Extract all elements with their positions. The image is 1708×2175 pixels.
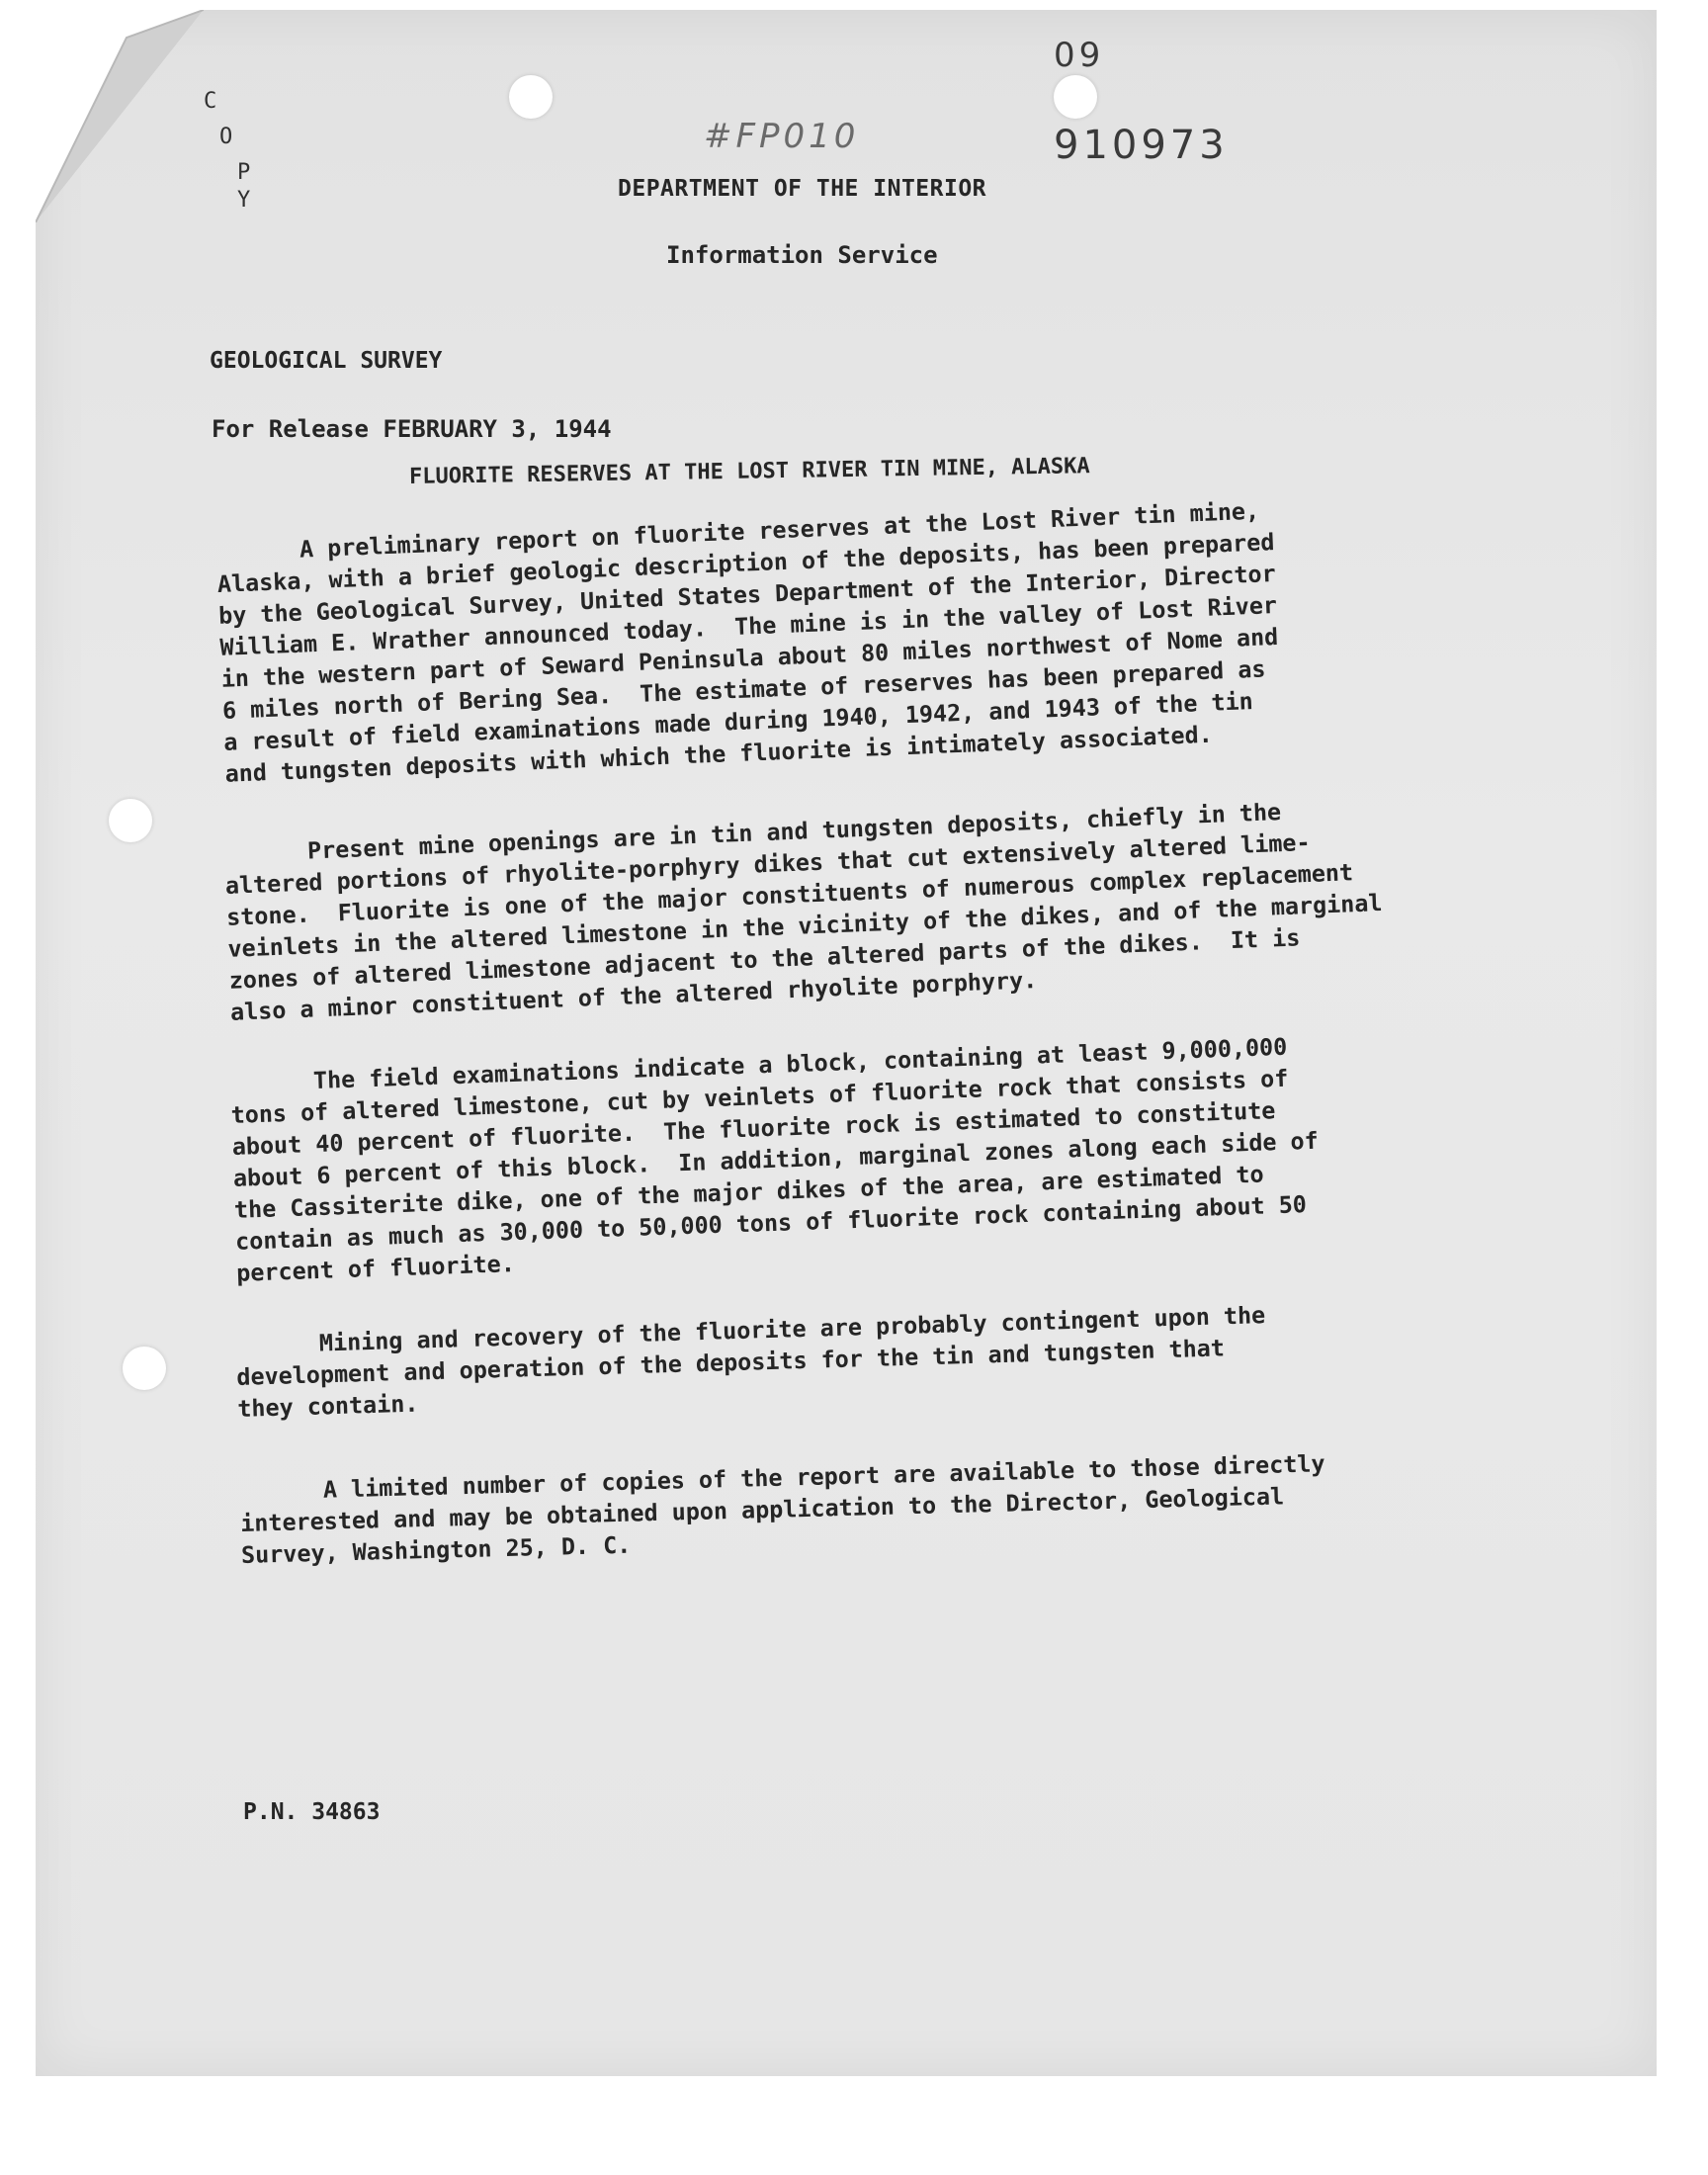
folded-corner: [36, 10, 204, 222]
punch-hole: [109, 799, 152, 842]
press-notice-number: P.N. 34863: [243, 1799, 381, 1825]
punch-hole: [1054, 75, 1097, 119]
paper-sheet: [36, 10, 1657, 2076]
punch-hole: [509, 75, 553, 119]
copy-stamp-letter: C: [204, 89, 217, 114]
body-paragraph: Present mine openings are in tin and tungsten deposits, chiefly in the altered portions of rhyolite-porphyry dikes that cut extensively altered lime- stone. Fluorite is one of the major constituents of numerous complex replacement veinlets in the altered limestone in the vicinity of the dikes, and of the marginal zones of altered limestone adjacent to the altered parts of the dikes. It is also a minor constituent of the altered rhyolite porphyry.: [223, 798, 1383, 1026]
department-heading: DEPARTMENT OF THE INTERIOR: [618, 176, 987, 202]
copy-stamp-letter: O: [219, 125, 233, 149]
copy-stamp-letter: P: [237, 160, 251, 185]
handwritten-code: #FP010: [704, 117, 860, 156]
punch-hole: [123, 1347, 166, 1390]
release-date: For Release FEBRUARY 3, 1944: [212, 415, 612, 443]
copy-stamp-letter: Y: [237, 188, 251, 213]
body-paragraph: The field examinations indicate a block, containing at least 9,000,000 tons of altered limestone, cut by veinlets of fluorite rock that consists of about 40 percent of fluorite. The fluorite rock is estimated to constitute about 6 percent of this block. In addition, marginal zones along each side of the Cassiterite dike, one of the major dikes of the area, are estimated to contain as much as 30,000 to 50,000 tons of fluorite rock containing about 50 percent of fluorite.: [229, 1032, 1320, 1287]
document-title: FLUORITE RESERVES AT THE LOST RIVER TIN MINE, ALASKA: [408, 454, 1090, 489]
body-paragraph: A preliminary report on fluorite reserves at the Lost River tin mine, Alaska, with a brief geologic description of the deposits, has been prepared by the Geological Survey, United States Department of the Interior, Director William E. Wrather announced today. The mine is in the valley of Lost River in the western part of Seward Peninsula about 80 miles northwest of Nome and 6 miles north of Bering Sea. The estimate of reserves has been prepared as a result of field examinations made during 1940, 1942, and 1943 of the tin and tungsten deposits with which the fluorite is intimately associated.: [215, 496, 1279, 788]
body-paragraph: A limited number of copies of the report are available to those directly interested and may be obtained upon application to the Director, Geological Survey, Washington 25, D. C.: [239, 1449, 1325, 1569]
handwritten-annotation-top: 09: [1054, 36, 1105, 75]
handwritten-document-number: 910973: [1054, 123, 1229, 168]
service-heading: Information Service: [666, 241, 938, 269]
agency-name: GEOLOGICAL SURVEY: [210, 348, 443, 374]
body-paragraph: Mining and recovery of the fluorite are probably contingent upon the development and operation of the deposits for the tin and tungsten that they contain.: [235, 1301, 1266, 1423]
